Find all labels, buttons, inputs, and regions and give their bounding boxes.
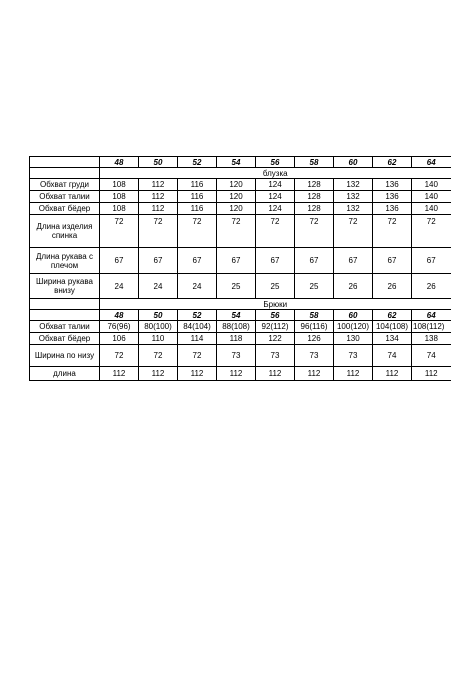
- size-cell: 54: [217, 157, 256, 168]
- table-cell: 112: [139, 367, 178, 381]
- table-cell: 74: [412, 345, 451, 367]
- table-cell: 112: [217, 367, 256, 381]
- row-label: Ширина рукава внизу: [30, 274, 100, 299]
- table-cell: 67: [178, 248, 217, 274]
- table-cell: 72: [100, 345, 139, 367]
- table-row: [30, 191, 451, 203]
- size-cell: 62: [373, 157, 412, 168]
- table-cell: 25: [217, 274, 256, 299]
- table-cell: 67: [412, 248, 451, 274]
- table-cell: 96(116): [295, 321, 334, 333]
- table-cell: 128: [295, 203, 334, 215]
- section-blank-cell: [30, 299, 100, 310]
- size-chart-table: [29, 156, 451, 381]
- table-row: [30, 179, 451, 191]
- table-cell: 122: [256, 333, 295, 345]
- table-cell: 67: [256, 248, 295, 274]
- table-cell: 104(108): [373, 321, 412, 333]
- table-cell: 25: [256, 274, 295, 299]
- table-cell: 73: [256, 345, 295, 367]
- size-cell: 58: [295, 157, 334, 168]
- size-cell: 60: [334, 310, 373, 321]
- row-label: длина: [30, 367, 100, 381]
- table-cell: 110: [139, 333, 178, 345]
- size-cell: 52: [178, 157, 217, 168]
- table-cell: 112: [256, 367, 295, 381]
- table-cell: 73: [334, 345, 373, 367]
- size-cell: 52: [178, 310, 217, 321]
- table-cell: 72: [373, 215, 412, 248]
- table-cell: 120: [217, 179, 256, 191]
- table-row: [30, 248, 451, 274]
- table-cell: 67: [217, 248, 256, 274]
- row-label: Обхват талии: [30, 191, 100, 203]
- table-cell: 132: [334, 179, 373, 191]
- size-cell: 54: [217, 310, 256, 321]
- blouse-section-row: [30, 168, 451, 179]
- table-cell: 106: [100, 333, 139, 345]
- row-label: Обхват талии: [30, 321, 100, 333]
- table-cell: 24: [178, 274, 217, 299]
- table-cell: 72: [139, 215, 178, 248]
- table-cell: 73: [217, 345, 256, 367]
- corner-cell: [30, 157, 100, 168]
- section-blank-cell: [30, 168, 100, 179]
- table-cell: 134: [373, 333, 412, 345]
- size-cell: 64: [412, 157, 451, 168]
- table-cell: 112: [334, 367, 373, 381]
- size-cell: 56: [256, 310, 295, 321]
- table-cell: 108(112): [412, 321, 451, 333]
- table-cell: 72: [217, 215, 256, 248]
- table-cell: 116: [178, 203, 217, 215]
- size-cell: 60: [334, 157, 373, 168]
- row-label: Ширина по низу: [30, 345, 100, 367]
- table-cell: 26: [334, 274, 373, 299]
- table-cell: 72: [412, 215, 451, 248]
- table-cell: 126: [295, 333, 334, 345]
- table-cell: 112: [295, 367, 334, 381]
- row-label: Обхват груди: [30, 179, 100, 191]
- table-cell: 72: [100, 215, 139, 248]
- table-cell: 120: [217, 191, 256, 203]
- row-label: Длина изделия спинка: [30, 215, 100, 248]
- table-cell: 124: [256, 179, 295, 191]
- size-chart-sheet: [29, 156, 460, 392]
- table-cell: 112: [139, 203, 178, 215]
- table-cell: 138: [412, 333, 451, 345]
- size-cell: 64: [412, 310, 451, 321]
- trousers-section-row: [30, 299, 451, 310]
- table-row: [30, 321, 451, 333]
- table-cell: 26: [412, 274, 451, 299]
- table-cell: 67: [334, 248, 373, 274]
- blouse-section-title: блузка: [100, 168, 451, 179]
- table-cell: 132: [334, 191, 373, 203]
- table-row: [30, 333, 451, 345]
- table-cell: 24: [139, 274, 178, 299]
- table-cell: 80(100): [139, 321, 178, 333]
- table-cell: 92(112): [256, 321, 295, 333]
- size-cell: 62: [373, 310, 412, 321]
- table-cell: 114: [178, 333, 217, 345]
- table-cell: 67: [100, 248, 139, 274]
- table-cell: 67: [295, 248, 334, 274]
- table-cell: 132: [334, 203, 373, 215]
- table-cell: 72: [295, 215, 334, 248]
- table-cell: 124: [256, 191, 295, 203]
- table-cell: 128: [295, 191, 334, 203]
- row-label: Обхват бёдер: [30, 203, 100, 215]
- table-cell: 84(104): [178, 321, 217, 333]
- table-cell: 140: [412, 191, 451, 203]
- table-cell: 72: [178, 215, 217, 248]
- size-cell: 58: [295, 310, 334, 321]
- table-cell: 112: [373, 367, 412, 381]
- table-cell: 112: [139, 179, 178, 191]
- table-cell: 108: [100, 191, 139, 203]
- table-cell: 88(108): [217, 321, 256, 333]
- table-cell: 72: [178, 345, 217, 367]
- table-cell: 72: [139, 345, 178, 367]
- table-cell: 118: [217, 333, 256, 345]
- size-cell: 50: [139, 157, 178, 168]
- table-cell: 112: [139, 191, 178, 203]
- trousers-size-header-row: [30, 310, 451, 321]
- table-row: [30, 345, 451, 367]
- table-row: [30, 274, 451, 299]
- table-cell: 136: [373, 179, 412, 191]
- size-cell: 56: [256, 157, 295, 168]
- table-cell: 108: [100, 179, 139, 191]
- table-cell: 100(120): [334, 321, 373, 333]
- table-row: [30, 203, 451, 215]
- trousers-section-title: Брюки: [100, 299, 451, 310]
- table-cell: 136: [373, 191, 412, 203]
- table-cell: 112: [178, 367, 217, 381]
- size-cell: 50: [139, 310, 178, 321]
- table-cell: 130: [334, 333, 373, 345]
- blouse-size-header-row: [30, 157, 451, 168]
- table-cell: 74: [373, 345, 412, 367]
- table-cell: 124: [256, 203, 295, 215]
- table-row: [30, 367, 451, 381]
- size-cell: 48: [100, 310, 139, 321]
- table-cell: 72: [256, 215, 295, 248]
- table-cell: 116: [178, 179, 217, 191]
- table-cell: 120: [217, 203, 256, 215]
- table-cell: 116: [178, 191, 217, 203]
- table-cell: 112: [412, 367, 451, 381]
- table-cell: 26: [373, 274, 412, 299]
- table-cell: 72: [334, 215, 373, 248]
- table-cell: 25: [295, 274, 334, 299]
- table-cell: 136: [373, 203, 412, 215]
- size-cell: 48: [100, 157, 139, 168]
- table-cell: 76(96): [100, 321, 139, 333]
- table-cell: 140: [412, 179, 451, 191]
- corner-cell: [30, 310, 100, 321]
- table-cell: 24: [100, 274, 139, 299]
- table-cell: 73: [295, 345, 334, 367]
- row-label: Длина рукава с плечом: [30, 248, 100, 274]
- table-cell: 140: [412, 203, 451, 215]
- table-row: [30, 215, 451, 248]
- table-cell: 67: [373, 248, 412, 274]
- row-label: Обхват бёдер: [30, 333, 100, 345]
- table-cell: 67: [139, 248, 178, 274]
- table-cell: 128: [295, 179, 334, 191]
- table-cell: 108: [100, 203, 139, 215]
- table-cell: 112: [100, 367, 139, 381]
